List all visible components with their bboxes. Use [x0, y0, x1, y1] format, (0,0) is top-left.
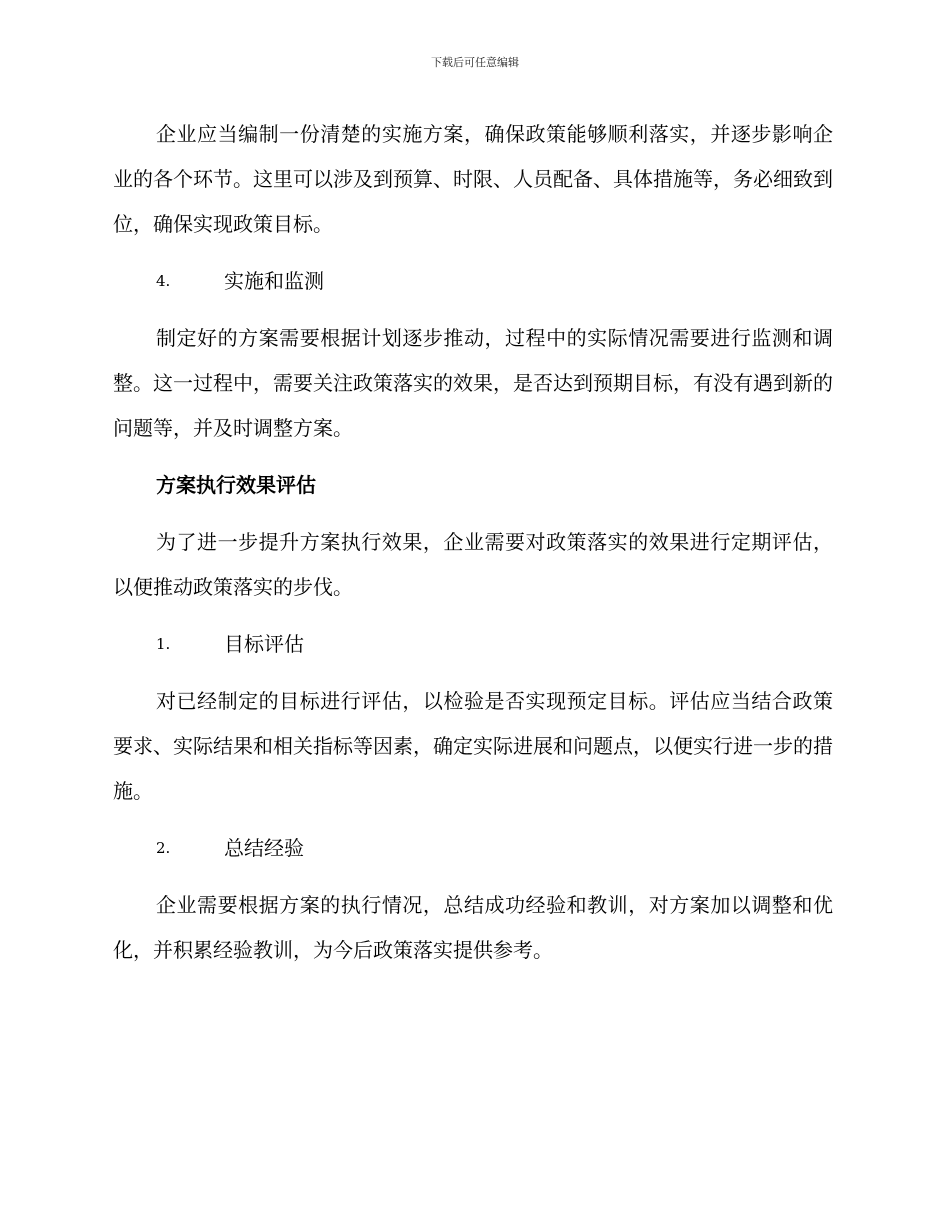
list-item-summarize-experience: [113, 826, 833, 871]
list-number: 2.: [156, 839, 171, 857]
list-item-implement-monitor: [113, 259, 833, 304]
document-body: [113, 112, 833, 985]
paragraph-implementation-plan: 企业应当编制一份清楚的实施方案，确保政策能够顺利落实，并逐步影响企业的各个环节。这里可以涉及到预算、时限、人员配备、具体措施等，务必细致到位，确保实现政策目标。: [113, 122, 833, 236]
paragraph-goal-evaluation: 对已经制定的目标进行评估，以检验是否实现预定目标。评估应当结合政策要求、实际结果和相关指标等因素，确定实际进展和问题点，以便实行进一步的措施。: [113, 689, 833, 803]
list-item-goal-evaluation: [113, 622, 833, 667]
list-label: 总结经验: [224, 836, 304, 860]
paragraph-monitoring: 制定好的方案需要根据计划逐步推动，过程中的实际情况需要进行监测和调整。这一过程中，需要关注政策落实的效果，是否达到预期目标，有没有遇到新的问题等，并及时调整方案。: [113, 326, 833, 440]
list-number: 4.: [156, 272, 171, 290]
page-header: 下载后可任意编辑: [431, 56, 519, 69]
paragraph-evaluation-intro: 为了进一步提升方案执行效果，企业需要对政策落实的效果进行定期评估，以便推动政策落实的步伐。: [113, 530, 833, 599]
section-heading: 方案执行效果评估: [156, 473, 316, 497]
list-number: 1.: [156, 635, 171, 653]
list-label: 实施和监测: [224, 269, 324, 293]
list-label: 目标评估: [224, 632, 304, 656]
paragraph-summarize-experience: 企业需要根据方案的执行情况，总结成功经验和教训，对方案加以调整和优化，并积累经验教训，为今后政策落实提供参考。: [113, 893, 833, 962]
